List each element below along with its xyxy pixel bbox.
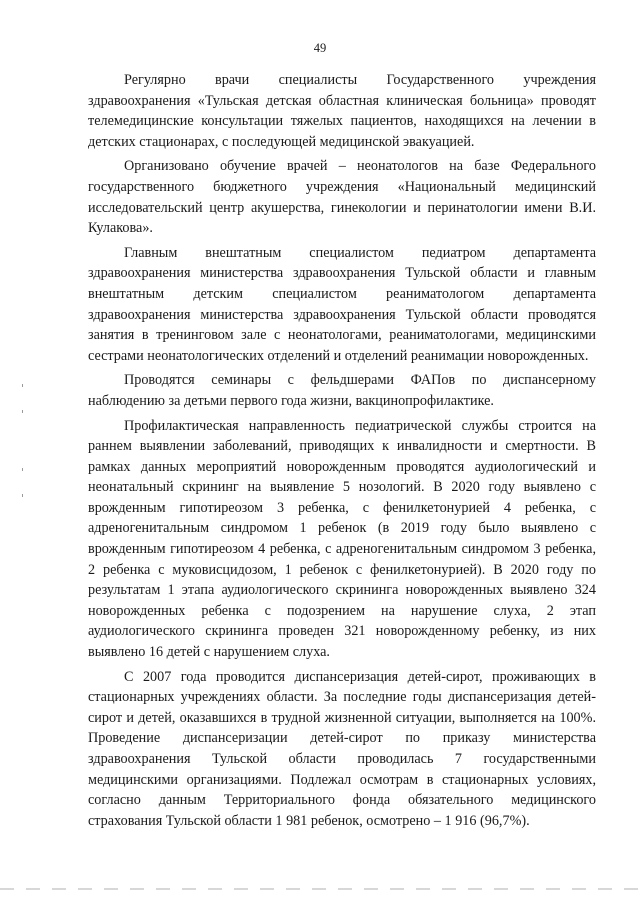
scan-bottom-artifact xyxy=(0,888,640,890)
paragraph-seminars: Проводятся семинары с фельдшерами ФАПов по диспансерному наблюдению за детьми первого года жизни, вакцинопрофилактике. xyxy=(88,372,596,409)
paragraph-screening: Профилактическая направленность педиатрической службы строится на раннем выявлении заболеваний, приводящих к инвалидности и смертности. В рамках данных мероприятий новорожденным проводятся аудиологический и неонатальный скрининг на выявление 5 нозологий. В 2020 году выявлено с врожденным гипотиреозом 3 ребенка, с фенилкетонурией 4 ребенка, с адреногенитальным синдромом 1 ребенок (в 2019 году было выявлено с врожденным гипотиреозом 4 ребенка, с адреногенитальным синдромом 3 ребенка, 2 ребенка с муковисцидозом, 1 ребенок с фенилкетонурией). В 2020 году по результатам 1 этапа аудиологического скрининга новорожденных выявлено 324 новорожденных ребенка с подозрением на нарушение слуха, 2 этап аудиологического скрининга проведен 321 новорожденному ребенку, из них выявлено 16 детей с нарушением слуха. xyxy=(88,417,596,661)
scan-margin-mark xyxy=(22,384,23,387)
scan-margin-mark xyxy=(22,494,23,497)
scan-margin-mark xyxy=(22,468,23,471)
page-number: 49 xyxy=(313,41,327,55)
document-body xyxy=(88,70,596,835)
paragraph-training-sessions: Главным внештатным специалистом педиатром департамента здравоохранения министерства здравоохранения Тульской области и главным внештатным детским специалистом реаниматологом департамента здравоохранения министерства здравоохранения Тульской области проводятся занятия в тренинговом зале с неонатологами, реаниматологами, медицинскими сестрами неонатологических отделений и отделений реанимации новорожденных. xyxy=(88,244,596,364)
paragraph-neonatologist-training: Организовано обучение врачей – неонатологов на базе Федерального государственного бюджетного учреждения «Национальный медицинский исследовательский центр акушерства, гинекологии и перинатологии имени В.И. Кулакова». xyxy=(88,158,596,237)
scan-margin-mark xyxy=(22,410,23,413)
paragraph-telemedicine: Регулярно врачи специалисты Государственного учреждения здравоохранения «Тульская детская областная клиническая больница» проводят телемедицинские консультации тяжелых пациентов, находящихся на лечении в детских стационарах, с последующей медицинской эвакуацией. xyxy=(88,72,596,150)
paragraph-orphan-examination: С 2007 года проводится диспансеризация детей-сирот, проживающих в стационарных учреждениях области. За последние годы диспансеризация детей-сирот и детей, оказавшихся в трудной жизненной ситуации, выполняется на 100%. Проведение диспансеризации детей-сирот по приказу министерства здравоохранения Тульской области проводилась 7 государственными медицинскими организациями. Подлежал осмотрам в стационарных условиях, согласно данным Территориального фонда обязательного медицинского страхования Тульской области 1 981 ребенок, осмотрено – 1 916 (96,7%). xyxy=(88,668,596,829)
